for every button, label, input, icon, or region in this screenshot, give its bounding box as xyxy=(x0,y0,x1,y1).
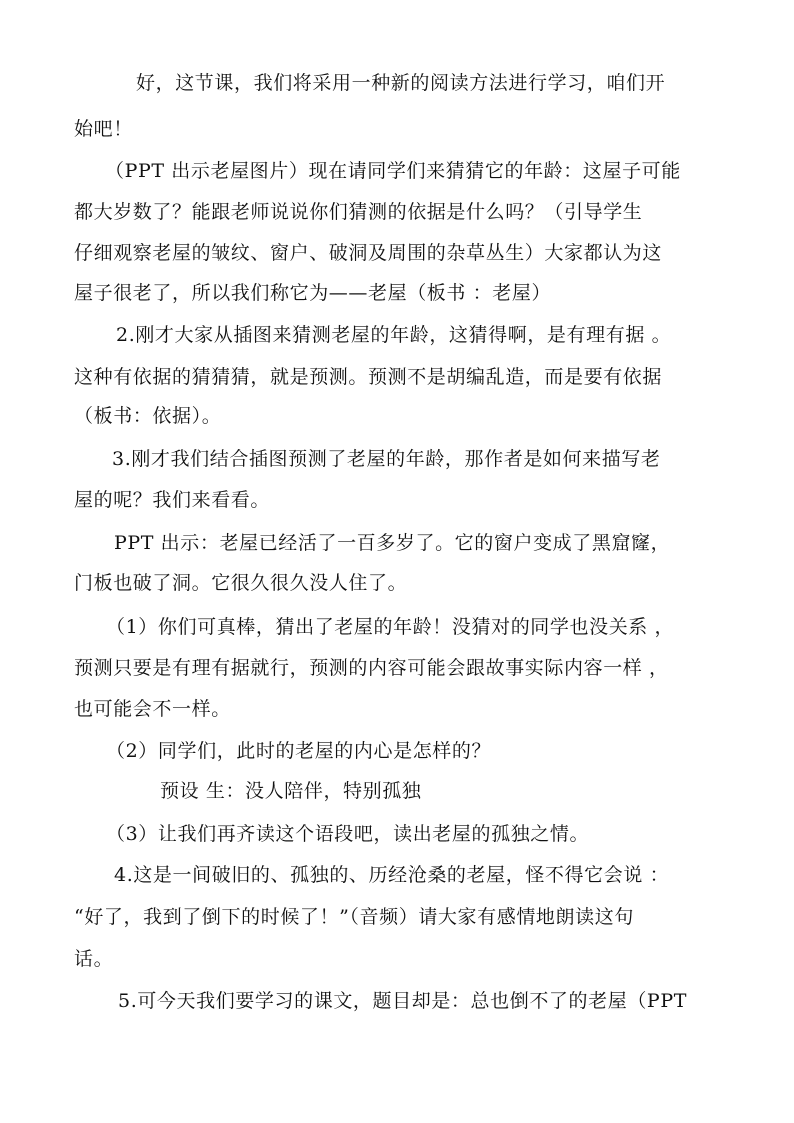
paragraph-line: 也可能会不一样。 xyxy=(74,698,231,720)
paragraph-line: 3.刚才我们结合插图预测了老屋的年龄，那作者是如何来描写老 xyxy=(112,448,661,470)
paragraph-line: PPT 出示：老屋已经活了一百多岁了。它的窗户变成了黑窟窿， xyxy=(114,532,671,554)
paragraph-line: “好了，我到了倒下的时候了！”（音频）请大家有感情地朗读这句 xyxy=(74,906,634,928)
paragraph-line: 话。 xyxy=(74,948,114,970)
paragraph-line: 好，这节课，我们将采用一种新的阅读方法进行学习，咱们开 xyxy=(136,72,666,94)
paragraph-line: 都大岁数了？能跟老师说说你们猜测的依据是什么吗？（引导学生 xyxy=(74,201,643,223)
paragraph-line: （1）你们可真棒，猜出了老屋的年龄！没猜对的同学也没关系 ， xyxy=(106,616,675,638)
paragraph-line: （PPT 出示老屋图片）现在请同学们来猜猜它的年龄：这屋子可能 xyxy=(105,160,681,182)
paragraph-line: 门板也破了洞。它很久很久没人住了。 xyxy=(74,572,408,594)
paragraph-line: 这种有依据的猜猜猜，就是预测。预测不是胡编乱造，而是要有依据 xyxy=(74,366,663,388)
paragraph-line: （3）让我们再齐读这个语段吧，读出老屋的孤独之情。 xyxy=(106,823,590,845)
paragraph-line: 屋子很老了，所以我们称它为——老屋（板书 ：老屋） xyxy=(74,282,552,304)
paragraph-line: （板书：依据）。 xyxy=(74,405,222,427)
paragraph-line: 5.可今天我们要学习的课文，题目却是：总也倒不了的老屋（PPT xyxy=(118,990,687,1012)
paragraph-line: 仔细观察老屋的皱纹、窗户、破洞及周围的杂草丛生）大家都认为这 xyxy=(74,242,663,264)
paragraph-line: 预设 生：没人陪伴，特别孤独 xyxy=(160,780,422,802)
paragraph-line: 屋的呢？我们来看看。 xyxy=(74,489,271,511)
paragraph-line: 2.刚才大家从插图来猜测老屋的年龄，这猜得啊，是有理有据 。 xyxy=(116,324,672,346)
paragraph-line: 4.这是一间破旧的、孤独的、历经沧桑的老屋，怪不得它会说 ： xyxy=(114,864,670,886)
paragraph-line: （2）同学们，此时的老屋的内心是怎样的？ xyxy=(106,740,492,762)
paragraph-line: 始吧！ xyxy=(74,118,133,140)
paragraph-line: 预测只要是有理有据就行，预测的内容可能会跟故事实际内容一样 ， xyxy=(74,657,669,679)
